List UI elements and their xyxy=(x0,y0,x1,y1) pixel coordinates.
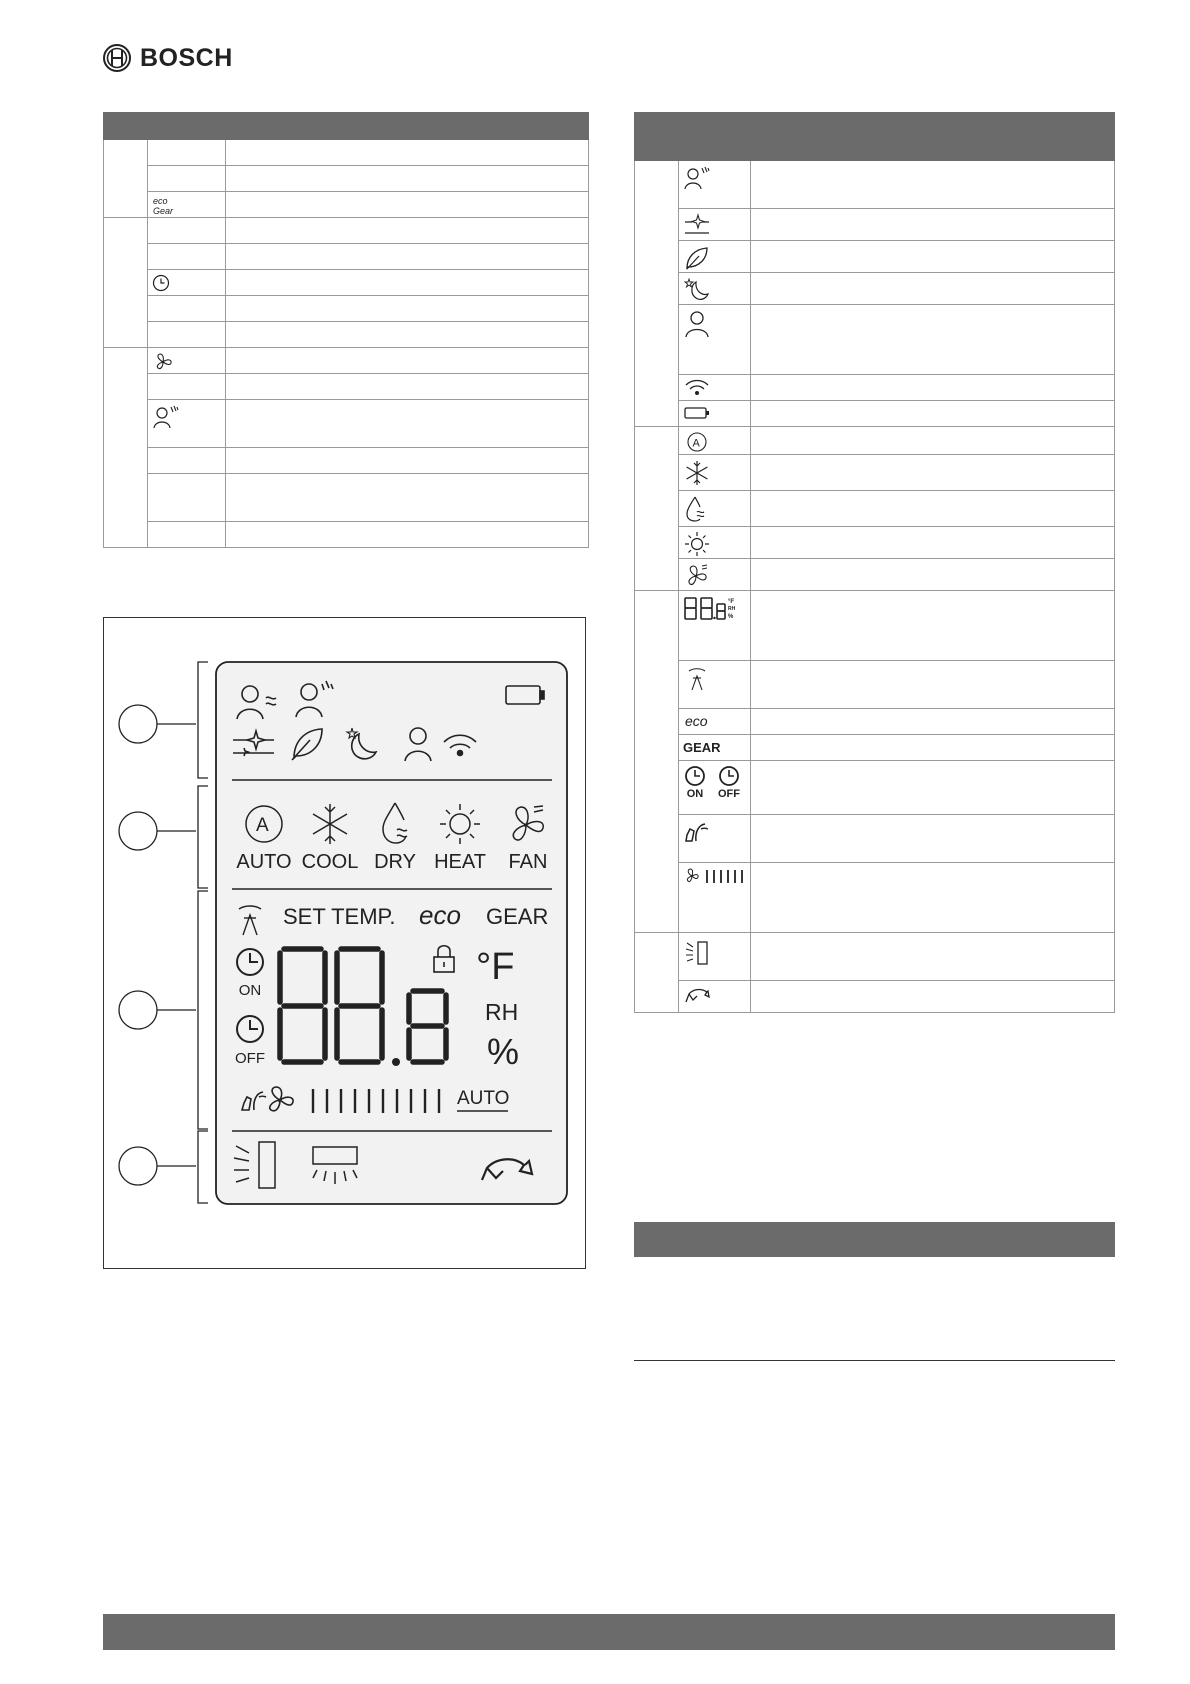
mode-label-auto: AUTO xyxy=(236,851,292,873)
unit-fahrenheit: °F xyxy=(476,946,515,988)
eco-label: eco xyxy=(419,900,461,930)
table-row xyxy=(104,296,589,322)
timer-on-label: ON xyxy=(238,982,262,999)
lcd-panel xyxy=(216,662,567,1204)
table-header-row xyxy=(635,113,1115,161)
table-row xyxy=(635,981,1115,1013)
table-row xyxy=(104,348,589,374)
callout-markers xyxy=(119,662,208,1203)
turbo-boot-icon xyxy=(683,819,750,845)
table-row xyxy=(635,455,1115,491)
lcd-display-diagram xyxy=(104,618,587,1270)
table-row xyxy=(635,527,1115,559)
svg-text:RH: RH xyxy=(728,606,736,612)
svg-text:eco: eco xyxy=(685,713,708,729)
svg-text:%: % xyxy=(728,614,734,620)
svg-text:Gear: Gear xyxy=(153,206,174,216)
table-row xyxy=(104,448,589,474)
decimal-point xyxy=(392,1058,400,1066)
table-row xyxy=(104,166,589,192)
display-light-icon xyxy=(683,937,750,967)
timer-on-icon xyxy=(683,765,707,801)
table-row xyxy=(635,209,1115,241)
svg-text:eco: eco xyxy=(153,196,168,206)
table-row xyxy=(635,427,1115,455)
temperature-digits-icon xyxy=(683,595,750,625)
table-row xyxy=(635,709,1115,735)
auto-mode-icon xyxy=(683,431,750,453)
table-row xyxy=(635,491,1115,527)
unit-percent: % xyxy=(487,1031,520,1072)
bosch-logo xyxy=(102,43,233,73)
timer-off-label: OFF xyxy=(718,788,740,800)
left-icon-table xyxy=(103,112,589,548)
timer-off-icon xyxy=(717,765,741,801)
wifi-icon xyxy=(683,379,750,397)
table-row xyxy=(635,241,1115,273)
svg-text:A: A xyxy=(256,815,269,836)
fan-icon xyxy=(152,352,225,372)
mode-label-cool: COOL xyxy=(301,851,359,873)
table-row xyxy=(635,161,1115,209)
table-row xyxy=(104,400,589,448)
sleep-moon-icon xyxy=(683,277,750,303)
bosch-armature-icon xyxy=(102,43,132,73)
footer-bar xyxy=(103,1614,1115,1650)
brand-name: BOSCH xyxy=(140,43,233,72)
eco-icon xyxy=(683,713,750,729)
lcd-figure xyxy=(103,617,586,1269)
battery-icon xyxy=(683,405,750,421)
follow-me-icon xyxy=(152,404,225,432)
table-row xyxy=(635,273,1115,305)
set-temp-label: SET TEMP. xyxy=(283,904,396,929)
table-row xyxy=(635,305,1115,375)
table-row xyxy=(104,322,589,348)
table-row xyxy=(635,401,1115,427)
divider-line xyxy=(634,1360,1115,1361)
table-row xyxy=(104,374,589,400)
mode-label-heat: HEAT xyxy=(434,851,486,873)
svg-text:°F: °F xyxy=(728,599,735,605)
gear-text-icon: GEAR xyxy=(683,740,721,755)
table-row xyxy=(104,192,589,218)
svg-text:A: A xyxy=(692,437,700,450)
table-row xyxy=(635,559,1115,591)
table-row xyxy=(104,474,589,522)
table-header-row xyxy=(104,113,589,140)
table-row xyxy=(635,591,1115,661)
mode-label-dry: DRY xyxy=(374,851,416,873)
air-direction-icon xyxy=(683,665,750,693)
timer-off-label: OFF xyxy=(235,1050,265,1067)
table-row xyxy=(635,375,1115,401)
table-row xyxy=(635,661,1115,709)
table-row xyxy=(104,522,589,548)
person-icon xyxy=(683,309,750,339)
table-row xyxy=(635,735,1115,761)
timer-on-label: ON xyxy=(686,788,704,800)
self-clean-icon xyxy=(683,213,750,237)
section-heading-bar xyxy=(634,1222,1115,1257)
sun-heat-icon xyxy=(683,531,750,557)
eco-gear-icon xyxy=(152,196,225,216)
follow-me-icon xyxy=(683,165,750,193)
table-row xyxy=(635,815,1115,863)
table-row xyxy=(635,933,1115,981)
table-row xyxy=(104,244,589,270)
unit-rh: RH xyxy=(485,999,519,1025)
gear-label: GEAR xyxy=(486,904,549,929)
clock-icon xyxy=(152,274,225,292)
fan-auto-label: AUTO xyxy=(457,1088,510,1109)
snowflake-icon xyxy=(683,459,750,487)
table-row xyxy=(104,270,589,296)
fan-mode-icon xyxy=(683,563,750,589)
table-row xyxy=(635,863,1115,933)
right-icon-table xyxy=(634,112,1115,1013)
table-row xyxy=(104,218,589,244)
table-row xyxy=(635,761,1115,815)
table-row xyxy=(104,140,589,166)
leaf-icon xyxy=(683,245,750,271)
swing-arrow-icon xyxy=(683,985,750,1005)
fan-speed-bars-icon xyxy=(683,867,750,885)
drop-dry-icon xyxy=(683,495,750,523)
mode-label-fan: FAN xyxy=(508,851,548,873)
